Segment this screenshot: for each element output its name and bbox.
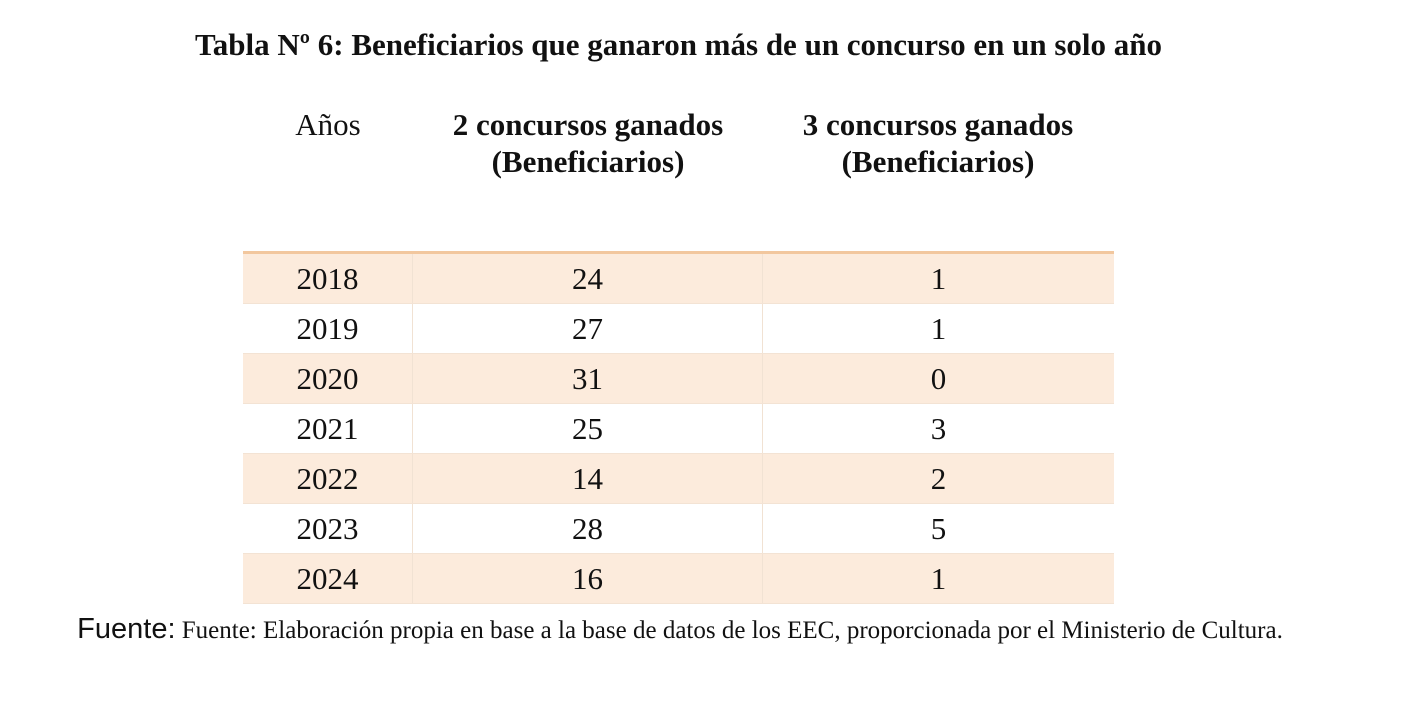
three-contests-cell: 0 (930, 361, 947, 396)
table-row (243, 254, 1114, 304)
column-header-three-contests-line2: (Beneficiarios) (841, 144, 1035, 179)
table-row (243, 304, 1114, 354)
three-contests-cell: 5 (930, 511, 947, 546)
source-text: Fuente: Elaboración propia en base a la base de datos de los EEC, proporcionada por el Ministerio de Cultura. (175, 617, 1283, 644)
three-contests-cell: 1 (930, 561, 947, 596)
source-note (40, 612, 1320, 648)
two-contests-cell: 27 (413, 304, 763, 353)
column-header-three-contests (763, 106, 1113, 180)
two-contests-cell: 16 (413, 554, 763, 603)
two-contests-cell: 31 (413, 354, 763, 403)
two-contests-cell: 25 (413, 404, 763, 453)
year-cell: 2018 (243, 254, 413, 303)
data-table (243, 251, 1114, 604)
column-header-years-label: Años (295, 107, 361, 142)
column-header-two-contests-line1: 2 concursos ganados (452, 107, 724, 142)
column-header-years (243, 106, 413, 143)
table-title: Tabla Nº 6: Beneficiarios que ganaron más de un concurso en un solo año (194, 27, 1163, 62)
table-row (243, 554, 1114, 604)
three-contests-cell: 2 (930, 461, 947, 496)
column-header-two-contests-line2: (Beneficiarios) (491, 144, 685, 179)
table-row (243, 354, 1114, 404)
two-contests-cell: 24 (413, 254, 763, 303)
year-cell: 2020 (243, 354, 413, 403)
year-cell: 2021 (243, 404, 413, 453)
table-row (243, 454, 1114, 504)
table-row (243, 404, 1114, 454)
two-contests-cell: 14 (413, 454, 763, 503)
table-row (243, 504, 1114, 554)
year-cell: 2019 (243, 304, 413, 353)
column-header-three-contests-line1: 3 concursos ganados (802, 107, 1074, 142)
source-label: Fuente: (77, 613, 176, 645)
year-cell: 2022 (243, 454, 413, 503)
column-header-two-contests (413, 106, 763, 180)
two-contests-cell: 28 (413, 504, 763, 553)
year-cell: 2023 (243, 504, 413, 553)
three-contests-cell: 1 (930, 261, 947, 296)
year-cell: 2024 (243, 554, 413, 603)
three-contests-cell: 3 (930, 411, 947, 446)
three-contests-cell: 1 (930, 311, 947, 346)
